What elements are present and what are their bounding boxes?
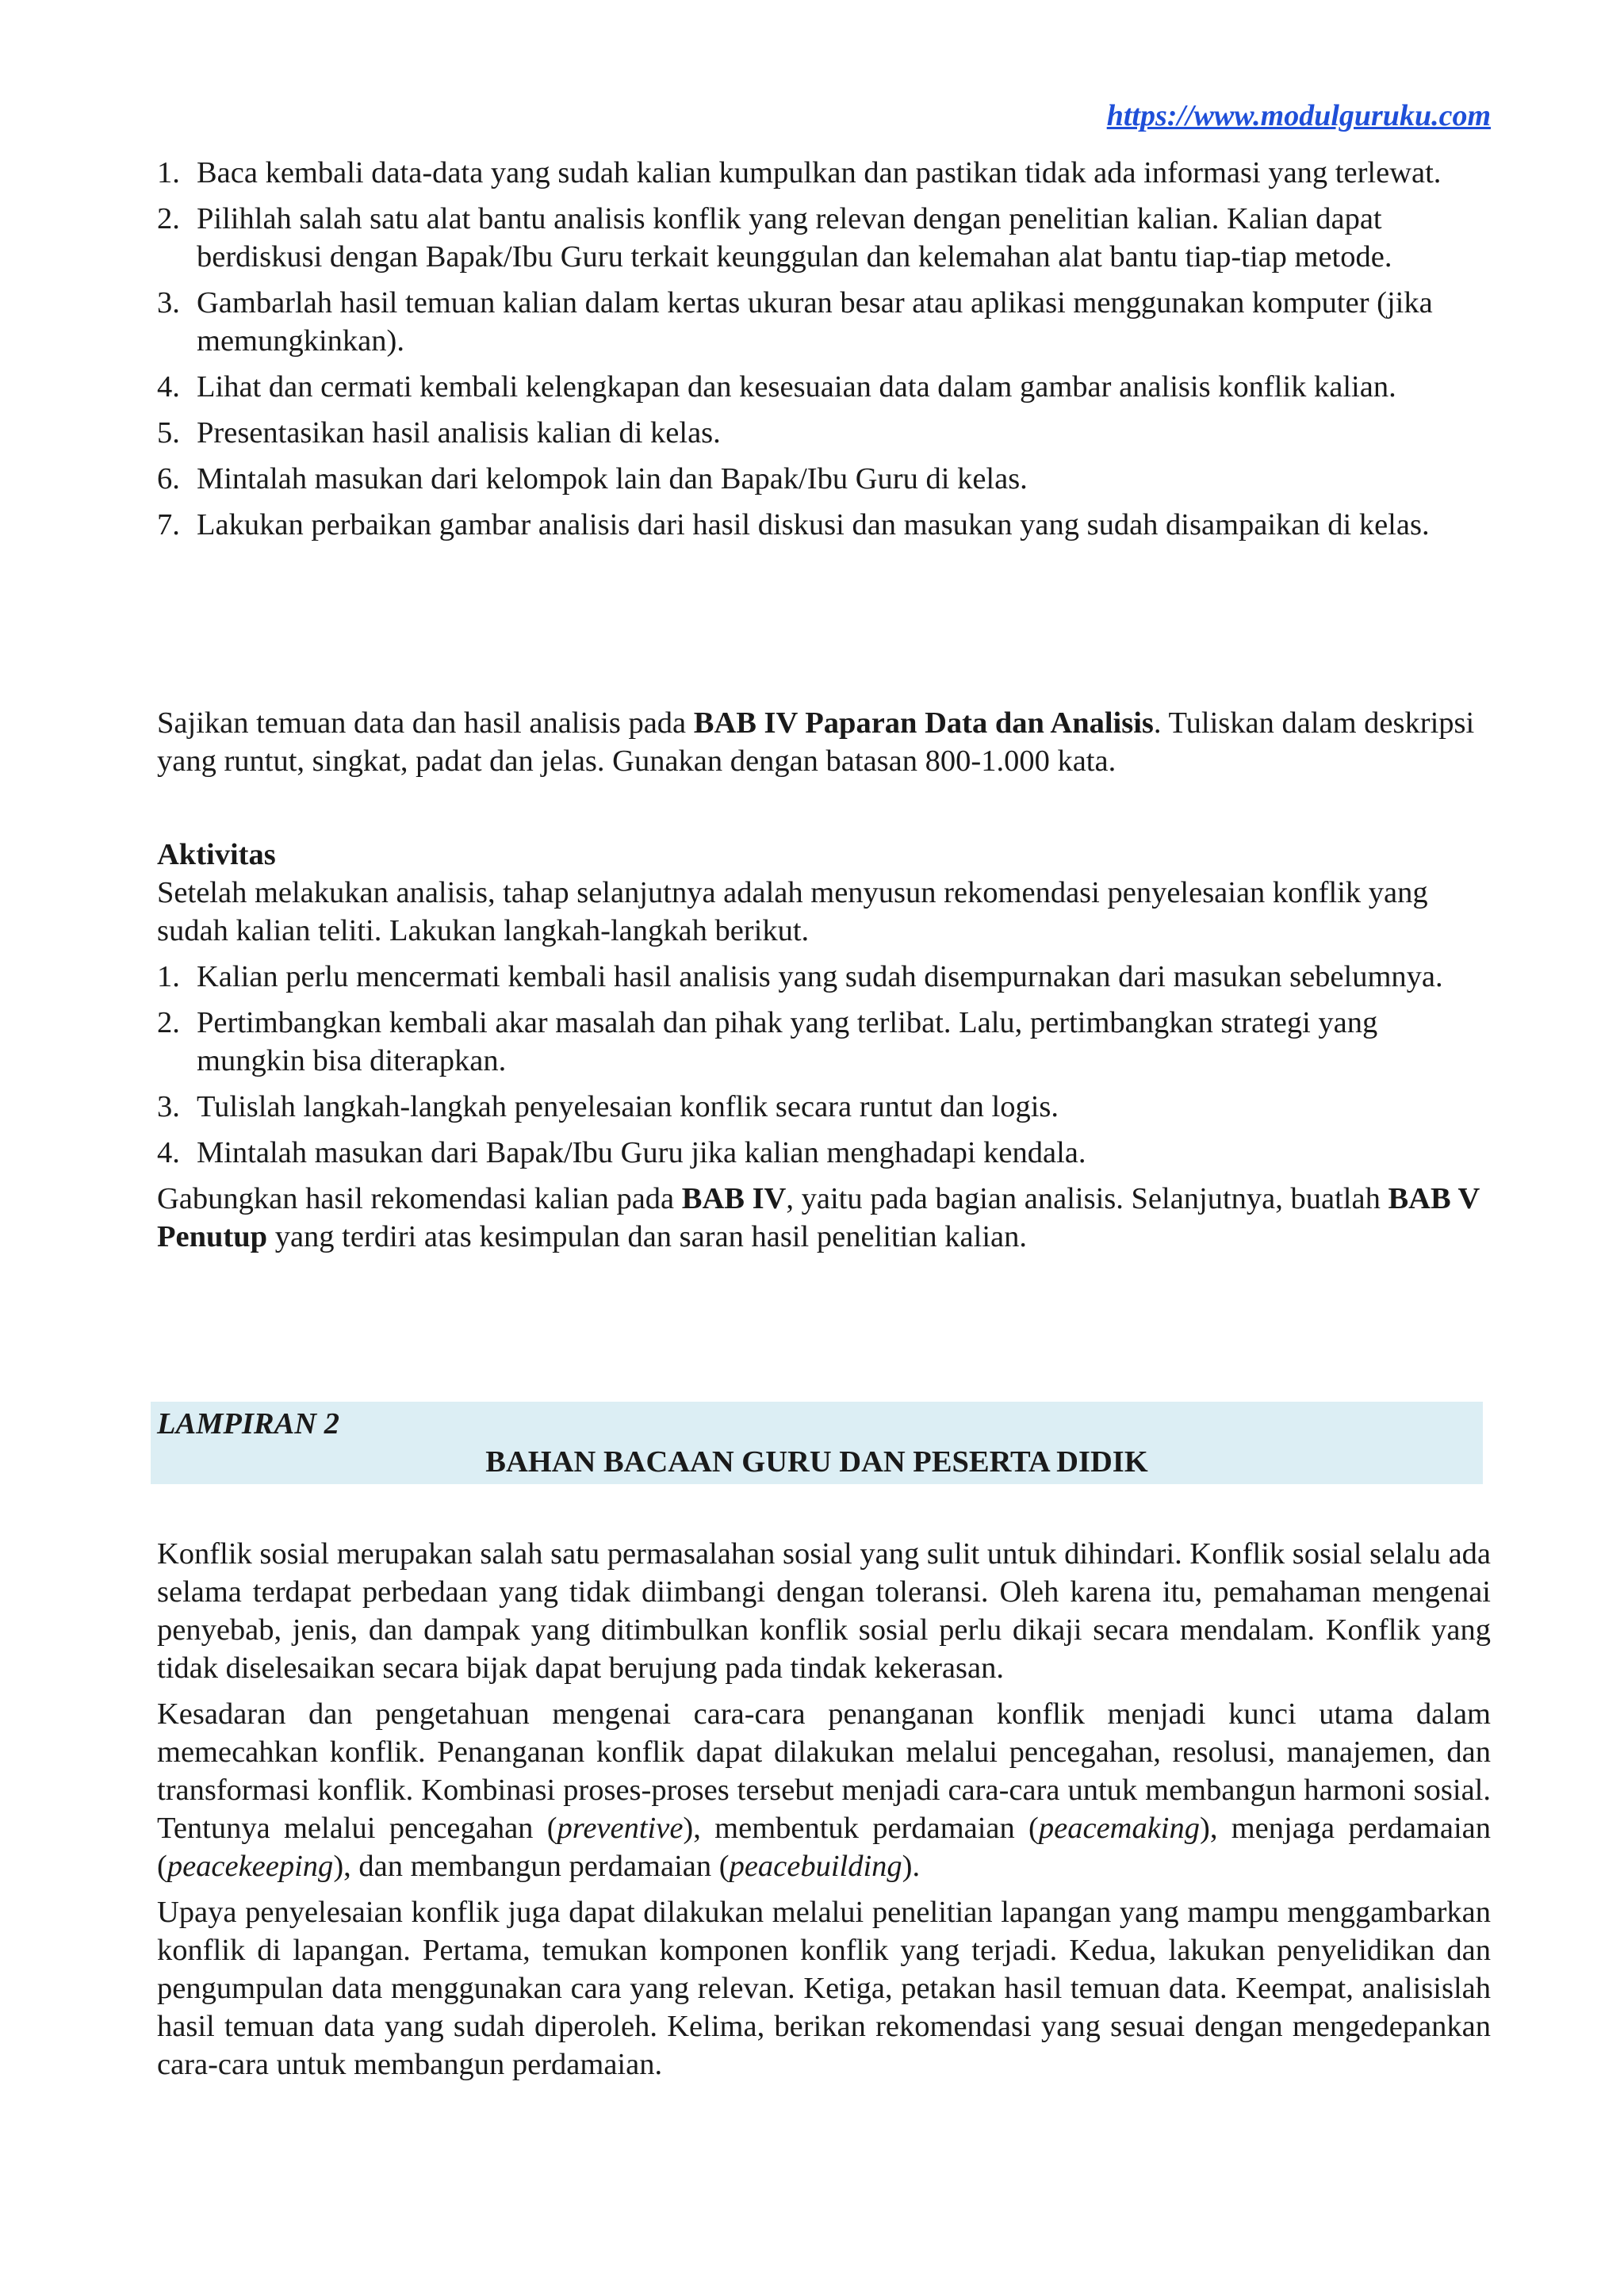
list-text: Pilihlah salah satu alat bantu analisis konflik yang relevan dengan penelitian kalian. Kalian dapat berdiskusi dengan Bapak/Ibu Guru terkait keunggulan dan kelemahan alat bantu tiap-tiap metode.	[197, 202, 1392, 274]
list-item	[157, 368, 1491, 406]
list-item	[157, 154, 1491, 192]
list-number: 6.	[157, 462, 180, 496]
reading-paragraph	[157, 1695, 1491, 1885]
list-item	[157, 200, 1491, 276]
activity-heading: Aktivitas	[157, 838, 276, 871]
list-number: 3.	[157, 1090, 180, 1123]
list-number: 3.	[157, 286, 180, 320]
paragraph-text: ), dan membangun perdamaian (	[333, 1850, 730, 1883]
list-text: Baca kembali data-data yang sudah kalian kumpulkan dan pastikan tidak ada informasi yang terlewat.	[197, 156, 1442, 189]
list-text: Pertimbangkan kembali akar masalah dan pihak yang terlibat. Lalu, pertimbangkan strategi yang mungkin bisa diterapkan.	[197, 1006, 1378, 1077]
appendix-banner	[151, 1402, 1483, 1484]
appendix-label: LAMPIRAN 2	[157, 1407, 339, 1441]
list-text: Mintalah masukan dari kelompok lain dan Bapak/Ibu Guru di kelas.	[197, 462, 1028, 496]
italic-term: peacebuilding	[729, 1850, 902, 1883]
list-number: 4.	[157, 1136, 180, 1169]
bold-chapter-name: BAB IV Paparan Data dan Analisis	[693, 706, 1154, 740]
list-item	[157, 414, 1491, 452]
list-text: Presentasikan hasil analisis kalian di kelas.	[197, 416, 721, 450]
list-item	[157, 284, 1491, 360]
list-number: 5.	[157, 416, 180, 450]
steps-list-analysis	[157, 154, 1491, 552]
list-text: Mintalah masukan dari Bapak/Ibu Guru jika kalian menghadapi kendala.	[197, 1136, 1086, 1169]
reading-paragraph: Upaya penyelesaian konflik juga dapat dilakukan melalui penelitian lapangan yang mampu menggambarkan konflik di lapangan. Pertama, temukan komponen konflik yang terjadi. Kedua, lakukan penyelidikan dan pengumpulan data menggunakan cara yang relevan. Ketiga, petakan hasil temuan data. Keempat, analisislah hasil temuan data yang sudah diperoleh. Kelima, berikan rekomendasi yang sesuai dengan mengedepankan cara-cara untuk membangun perdamaian.	[157, 1896, 1491, 2081]
list-item	[157, 1134, 1491, 1172]
list-number: 2.	[157, 202, 180, 235]
paragraph-text: , yaitu pada bagian analisis. Selanjutnya, buatlah	[786, 1182, 1388, 1215]
italic-term: peacekeeping	[167, 1850, 334, 1883]
activity-section	[157, 836, 1491, 1256]
list-text: Tulislah langkah-langkah penyelesaian konflik secara runtut dan logis.	[197, 1090, 1059, 1123]
list-item	[157, 460, 1491, 498]
list-item	[157, 506, 1491, 544]
list-number: 2.	[157, 1006, 180, 1039]
activity-closing	[157, 1180, 1491, 1256]
instruction-paragraph	[157, 704, 1491, 780]
list-number: 1.	[157, 960, 180, 993]
paragraph-text: yang terdiri atas kesimpulan dan saran hasil penelitian kalian.	[267, 1220, 1027, 1253]
list-number: 1.	[157, 156, 180, 189]
italic-term: preventive	[557, 1812, 684, 1845]
list-number: 7.	[157, 508, 180, 541]
bold-chapter-name: BAB IV	[681, 1182, 787, 1215]
paragraph-text: ), menjaga perdamaian (	[157, 1812, 1491, 1883]
list-number: 4.	[157, 370, 180, 404]
list-text: Gambarlah hasil temuan kalian dalam kertas ukuran besar atau aplikasi menggunakan komputer (jika memungkinkan).	[197, 286, 1433, 358]
list-item	[157, 1088, 1491, 1126]
appendix-title: BAHAN BACAAN GURU DAN PESERTA DIDIK	[485, 1445, 1148, 1479]
paragraph-text: Gabungkan hasil rekomendasi kalian pada	[157, 1182, 682, 1215]
list-item	[157, 1004, 1491, 1080]
list-text: Kalian perlu mencermati kembali hasil analisis yang sudah disempurnakan dari masukan sebelumnya.	[197, 960, 1443, 993]
list-item	[157, 958, 1491, 996]
reading-section	[157, 1535, 1491, 2091]
list-text: Lihat dan cermati kembali kelengkapan dan kesesuaian data dalam gambar analisis konflik kalian.	[197, 370, 1396, 404]
list-text: Lakukan perbaikan gambar analisis dari hasil diskusi dan masukan yang sudah disampaikan di kelas.	[197, 508, 1430, 541]
paragraph-text: . Tuliskan dalam deskripsi yang runtut, singkat, padat dan jelas. Gunakan dengan batasan 800-1.000 kata.	[157, 706, 1475, 778]
italic-term: peacemaking	[1038, 1812, 1200, 1845]
header-url-link[interactable]: https://www.modulguruku.com	[1106, 99, 1491, 132]
bold-chapter-name: BAB V Penutup	[157, 1182, 1480, 1253]
paragraph-text: Sajikan temuan data dan hasil analisis pada	[157, 706, 694, 740]
reading-paragraph: Konflik sosial merupakan salah satu permasalahan sosial yang sulit untuk dihindari. Konflik sosial selalu ada selama terdapat perbedaan yang tidak diimbangi dengan toleransi. Oleh karena itu, pemahaman mengenai penyebab, jenis, dan dampak yang ditimbulkan konflik sosial perlu dikaji secara mendalam. Konflik yang tidak diselesaikan secara bijak dapat berujung pada tindak kekerasan.	[157, 1537, 1491, 1685]
paragraph-text: ).	[902, 1850, 921, 1883]
paragraph-text: Kesadaran dan pengetahuan mengenai cara-cara penanganan konflik menjadi kunci utama dalam memecahkan konflik. Penanganan konflik dapat dilakukan melalui pencegahan, resolusi, manajemen, dan transformasi konflik. Kombinasi proses-proses tersebut menjadi cara-cara untuk membangun harmoni sosial. Tentunya melalui pencegahan (	[157, 1697, 1491, 1845]
paragraph-text: ), membentuk perdamaian (	[683, 1812, 1039, 1845]
activity-intro: Setelah melakukan analisis, tahap selanjutnya adalah menyusun rekomendasi penyelesaian konflik yang sudah kalian teliti. Lakukan langkah-langkah berikut.	[157, 876, 1428, 947]
